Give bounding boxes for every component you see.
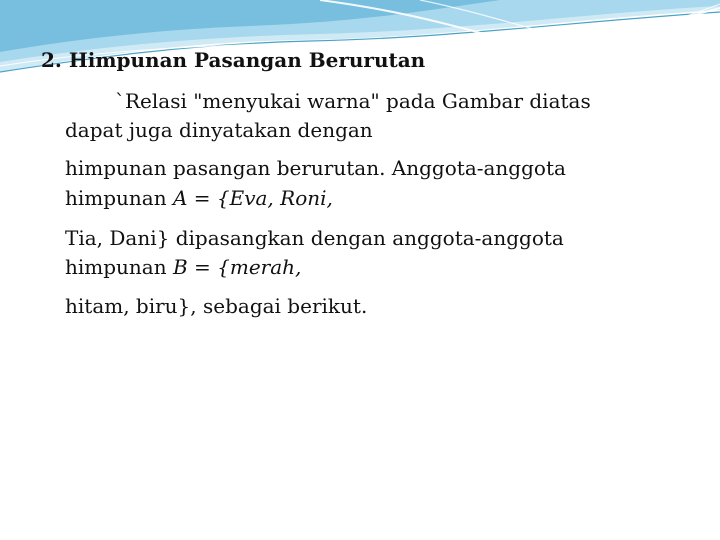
body-line-2: dapat juga dinyatakan dengan (65, 118, 373, 142)
body-line-4-prefix: himpunan (65, 186, 173, 210)
body-line-4 (65, 185, 333, 211)
slide-title: 2. Himpunan Pasangan Berurutan (41, 48, 426, 72)
body-line-5: Tia, Dani} dipasangkan dengan anggota-anggota (65, 226, 564, 250)
set-a-definition: A = {Eva, Roni, (172, 186, 333, 210)
set-b-definition: B = {merah, (172, 255, 302, 279)
body-line-6 (65, 254, 301, 280)
body-line-1: `Relasi "menyukai warna" pada Gambar diatas (115, 89, 591, 113)
body-line-7: hitam, biru}, sebagai berikut. (65, 294, 368, 318)
body-line-6-prefix: himpunan (65, 255, 173, 279)
body-line-3: himpunan pasangan berurutan. Anggota-anggota (65, 156, 566, 180)
